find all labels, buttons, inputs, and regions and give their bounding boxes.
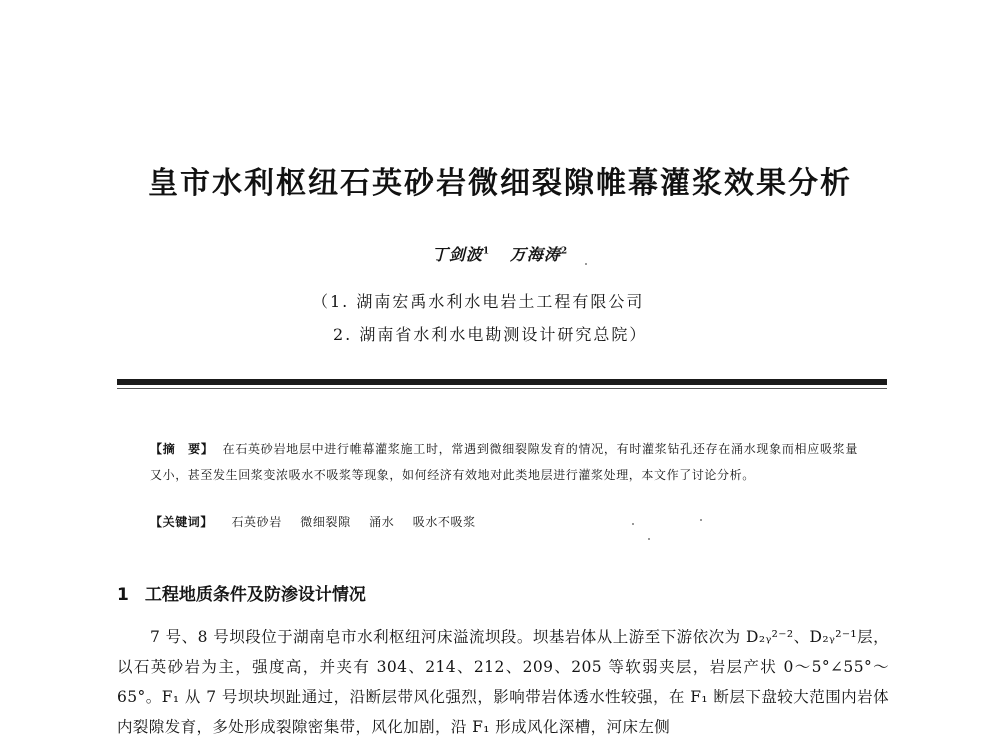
abstract <box>150 436 858 488</box>
keyword-item: 石英砂岩 <box>231 515 282 529</box>
scan-speck <box>648 538 650 540</box>
authors <box>0 242 1000 265</box>
affiliation-1: （1. 湖南宏禹水利水电岩土工程有限公司 <box>312 292 645 311</box>
section-title: 工程地质条件及防渗设计情况 <box>144 585 366 605</box>
keyword-item: 涌水 <box>369 515 395 529</box>
section-number: 1 <box>117 585 129 605</box>
body-text: 7 号、8 号坝段位于湖南皂市水利枢纽河床溢流坝段。坝基岩体从上游至下游依次为 D₂ᵧ²⁻²、D₂ᵧ²⁻¹层，以石英砂岩为主，强度高，并夹有 304、214、212、209、205 等软弱夹层，岩层产状 0～5°∠55°～65°。F₁ 从 7 号坝块坝趾通过，沿断层带风化强烈，影响带岩体透水性较强，在 F₁ 断层下盘较大范围内岩体内裂隙发育，多处形成裂隙密集带，风化加剧，沿 F₁ 形成风化深槽，河床左侧 <box>117 628 889 736</box>
paper-title: 皇市水利枢纽石英砂岩微细裂隙帷幕灌浆效果分析 <box>148 166 852 201</box>
keyword-item: 微细裂隙 <box>300 515 351 529</box>
author-1: 丁剑波 <box>431 245 483 264</box>
body-paragraph <box>117 622 889 742</box>
affiliation-2: 2. 湖南省水利水电勘测设计研究总院） <box>333 325 648 344</box>
keywords-label: 【关键词】 <box>150 515 214 529</box>
abstract-label: 【摘 要】 <box>150 442 214 456</box>
header-divider-thin <box>117 388 887 389</box>
author-2: 万海涛 <box>509 245 561 264</box>
scan-speck <box>632 523 634 525</box>
author-1-affiliation-mark: 1 <box>482 246 491 257</box>
header-divider-thick <box>117 379 887 385</box>
section-heading <box>117 580 366 605</box>
scan-speck <box>700 519 702 521</box>
abstract-text: 在石英砂岩地层中进行帷幕灌浆施工时，常遇到微细裂隙发育的情况，有时灌浆钻孔还存在涌水现象而相应吸浆量又小，甚至发生回浆变浓吸水不吸浆等现象，如何经济有效地对此类地层进行灌浆处理，本文作了讨论分析。 <box>150 442 858 482</box>
scan-speck <box>585 263 587 265</box>
keywords <box>150 513 476 530</box>
author-2-affiliation-mark: 2 <box>560 246 569 257</box>
keyword-item: 吸水不吸浆 <box>412 515 476 529</box>
